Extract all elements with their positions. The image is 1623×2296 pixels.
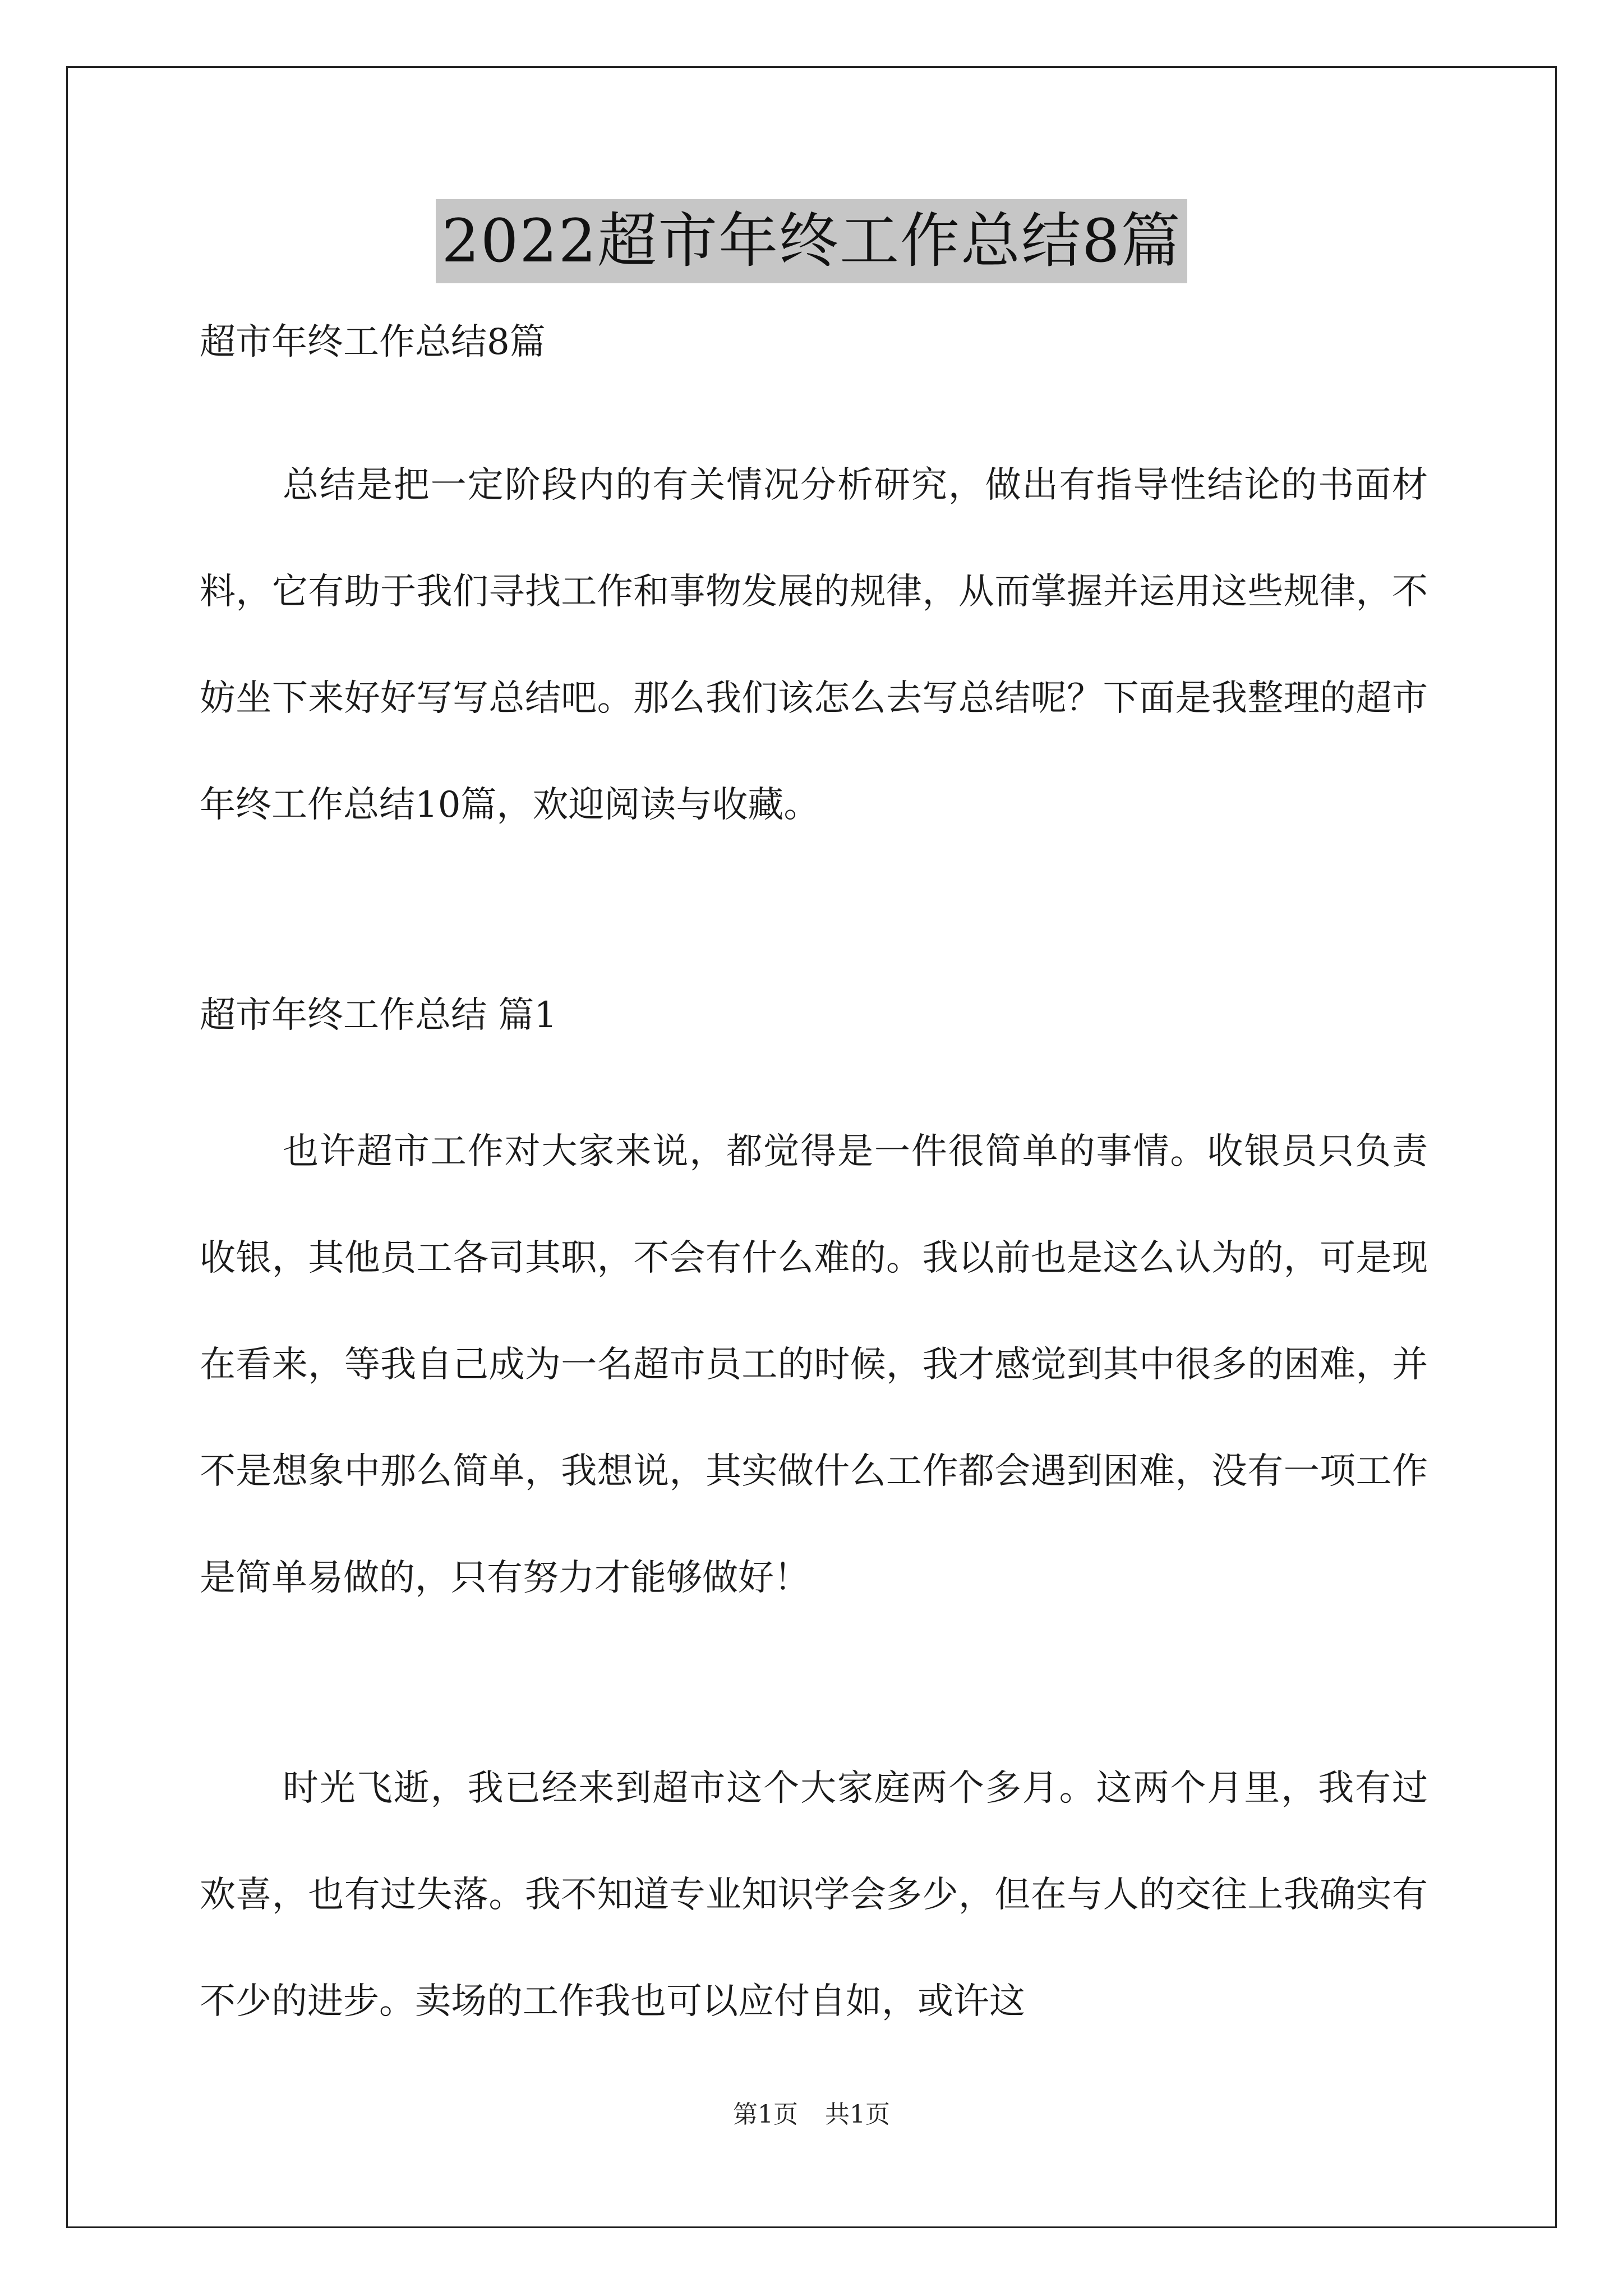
document-subtitle: 超市年终工作总结8篇	[200, 321, 546, 363]
page-number-total: 共1页	[825, 2100, 890, 2129]
page-footer	[0, 2098, 1623, 2132]
title-container	[0, 199, 1623, 283]
document-title: 2022超市年终工作总结8篇	[436, 199, 1187, 283]
body-paragraph-2: 时光飞逝，我已经来到超市这个大家庭两个多月。这两个月里，我有过欢喜，也有过失落。我不知道专业知识学会多少，但在与人的交往上我确实有不少的进步。卖场的工作我也可以应付自如，或许这	[200, 1768, 1428, 2022]
body-paragraph-1: 也许超市工作对大家来说，都觉得是一件很简单的事情。收银员只负责收银，其他员工各司其职，不会有什么难的。我以前也是这么认为的，可是现在看来，等我自己成为一名超市员工的时候，我才感觉到其中很多的困难，并不是想象中那么简单，我想说，其实做什么工作都会遇到困难，没有一项工作是简单易做的，只有努力才能够做好！	[200, 1131, 1428, 1599]
section-heading: 超市年终工作总结 篇1	[200, 995, 557, 1036]
page-number-current: 第1页	[733, 2100, 798, 2129]
intro-paragraph: 总结是把一定阶段内的有关情况分析研究，做出有指导性结论的书面材料，它有助于我们寻找工作和事物发展的规律，从而掌握并运用这些规律，不妨坐下来好好写写总结吧。那么我们该怎么去写总结呢？下面是我整理的超市年终工作总结10篇，欢迎阅读与收藏。	[200, 464, 1428, 826]
